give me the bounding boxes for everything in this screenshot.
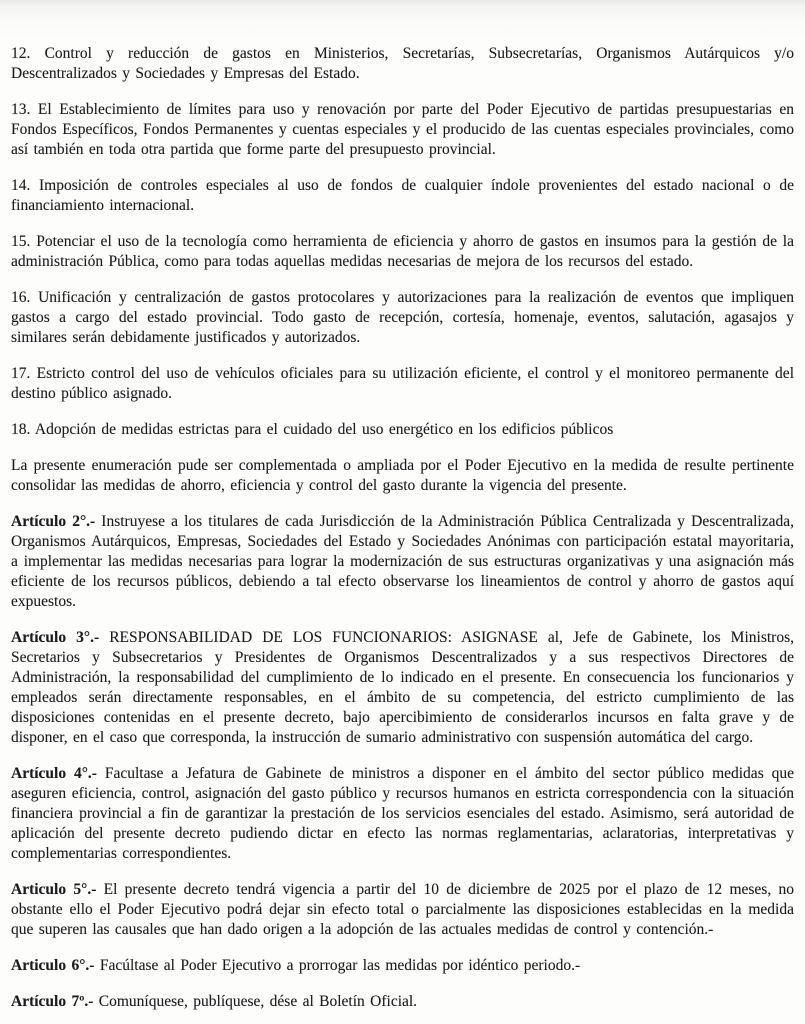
paragraph (11, 232, 794, 272)
paragraph-text: 13. El Establecimiento de límites para uso y renovación por parte del Poder Ejecutivo de partidas presupuestarias en Fondos Específicos, Fondos Permanentes y cuentas especiales y el producido de las cuentas especiales provinciales, como así también en toda otra partida que forme parte del presupuesto provincial. (11, 101, 794, 158)
article-label: Articulo 5°.- (11, 881, 97, 898)
paragraph (11, 512, 794, 612)
paragraph (11, 764, 794, 864)
article-label: Artículo 2°.- (11, 513, 96, 530)
paragraph-text: Instruyese a los titulares de cada Jurisdicción de la Administración Pública Centralizada y Descentralizada, Organismos Autárquicos, Empresas, Sociedades del Estado y Sociedades Anónimas con participación estatal mayoritaria, a implementar las medidas necesarias para lograr la modernización de sus estructuras organizativas y una asignación más eficiente de los recursos públicos, debiendo a tal efecto observarse los lineamientos de control y ahorro de gastos aquí expuestos. (11, 513, 795, 610)
paragraph (11, 176, 794, 216)
article-label: Articulo 6°.- (11, 957, 95, 974)
paragraph-text: Facúltase al Poder Ejecutivo a prorrogar las medidas por idéntico periodo.- (94, 957, 581, 974)
paragraph (11, 956, 794, 976)
paragraph-text: Comuníquese, publíquese, dése al Boletín Oficial. (93, 993, 418, 1010)
article-label: Artículo 7º.- (11, 993, 94, 1010)
paragraph-text: 12. Control y reducción de gastos en Ministerios, Secretarías, Subsecretarías, Organismos Autárquicos y/o Descentralizados y Sociedades y Empresas del Estado. (11, 45, 794, 82)
paragraph-text: El presente decreto tendrá vigencia a partir del 10 de diciembre de 2025 por el plazo de 12 meses, no obstante ello el Poder Ejecutivo podrá dejar sin efecto total o parcialmente las disposiciones establecidas en la medida que superen las causales que han dado origen a la adopción de las actuales medidas de control y contención.- (11, 881, 794, 938)
paragraph-text: Facultase a Jefatura de Gabinete de ministros a disponer en el ámbito del sector público medidas que aseguren eficiencia, control, asignación del gasto público y recursos humanos en estricta correspondencia con la situación financiera provincial a fin de garantizar la prestación de los servicios esenciales del estado. Asimismo, será autoridad de aplicación del presente decreto pudiendo dictar en efecto las normas reglamentarias, aclaratorias, interpretativas y complementarias correspondientes. (11, 765, 794, 862)
paragraph-text: 14. Imposición de controles especiales al uso de fondos de cualquier índole provenientes del estado nacional o de financiamiento internacional. (11, 177, 794, 214)
paragraph (11, 100, 794, 160)
paragraph (11, 992, 794, 1012)
paragraph (11, 288, 794, 348)
document-body (11, 44, 794, 1012)
paragraph-text: 15. Potenciar el uso de la tecnología como herramienta de eficiencia y ahorro de gastos en insumos para la gestión de la administración Pública, como para todas aquellas medidas necesarias de mejora de los recursos del estado. (11, 233, 794, 270)
paragraph (11, 420, 794, 440)
paragraph (11, 44, 794, 84)
article-label: Artículo 4°.- (11, 765, 97, 782)
paragraph-text: RESPONSABILIDAD DE LOS FUNCIONARIOS: ASIGNASE al, Jefe de Gabinete, los Ministros, Secretarios y Subsecretarios y Presidentes de Organismos Descentralizados y a sus respectivos Directores de Administración, la responsabilidad del cumplimiento de lo indicado en el presente. En consecuencia los funcionarios y empleados serán directamente responsables, en el ámbito de su competencia, del estricto cumplimiento de las disposiciones contenidas en el presente decreto, bajo apercibimiento de considerarlos incursos en falta grave y de disponer, en el caso que corresponda, la instrucción de sumario administrativo con suspensión automática del cargo. (11, 629, 794, 746)
paragraph (11, 364, 794, 404)
paragraph-text: 18. Adopción de medidas estrictas para el cuidado del uso energético en los edificios públicos (11, 421, 614, 438)
paragraph-text: 16. Unificación y centralización de gastos protocolares y autorizaciones para la realización de eventos que impliquen gastos a cargo del estado provincial. Todo gasto de recepción, cortesía, homenaje, eventos, salutación, agasajos y similares serán debidamente justificados y autorizados. (11, 289, 794, 346)
paragraph (11, 880, 794, 940)
paragraph-text: La presente enumeración pude ser complementada o ampliada por el Poder Ejecutivo en la medida de resulte pertinente consolidar las medidas de ahorro, eficiencia y control del gasto durante la vigencia del presente. (11, 457, 794, 494)
article-label: Artículo 3°.- (11, 629, 100, 646)
paragraph-text: 17. Estricto control del uso de vehículos oficiales para su utilización eficiente, el control y el monitoreo permanente del destino público asignado. (11, 365, 794, 402)
paragraph (11, 628, 794, 748)
paragraph (11, 456, 794, 496)
